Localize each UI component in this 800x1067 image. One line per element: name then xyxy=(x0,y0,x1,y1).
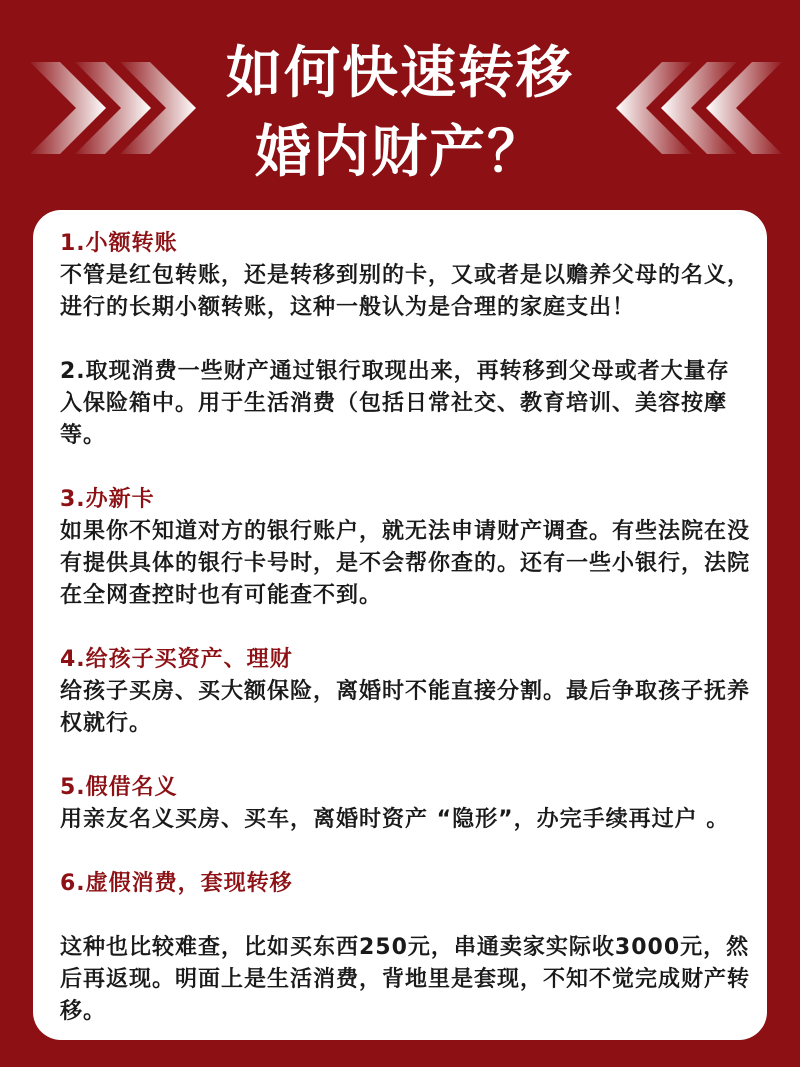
chevron-left-icon xyxy=(612,62,782,154)
section-heading: 3.办新卡 xyxy=(60,487,155,512)
page-title-line-2: 婚内财产？ xyxy=(255,120,545,185)
section-1 xyxy=(60,228,750,324)
article-body xyxy=(60,228,750,1028)
section-heading: 4.给孩子买资产、理财 xyxy=(60,647,293,672)
section-2 xyxy=(60,356,750,452)
section-text: 如果你不知道对方的银行账户，就无法申请财产调查。有些法院在没有提供具体的银行卡号时，是不会帮你查的。还有一些小银行，法院在全网查控时也有可能查不到。 xyxy=(60,519,751,608)
section-text: 2.取现消费一些财产通过银行取现出来，再转移到父母或者大量存入保险箱中。用于生活消费（包括日常社交、教育培训、美容按摩等。 xyxy=(60,359,730,448)
section-6 xyxy=(60,868,750,1028)
section-text: 给孩子买房、买大额保险，离婚时不能直接分割。最后争取孩子抚养权就行。 xyxy=(60,679,751,736)
section-text: 这种也比较难查，比如买东西250元，串通卖家实际收3000元，然后再返现。明面上是生活消费，背地里是套现，不知不觉完成财产转移。 xyxy=(60,935,751,1024)
section-3 xyxy=(60,484,750,612)
section-heading: 6.虚假消费，套现转移 xyxy=(60,871,293,896)
section-text: 用亲友名义买房、买车，离婚时资产 “隐形”，办完手续再过户 。 xyxy=(60,807,730,832)
section-4 xyxy=(60,644,750,740)
chevron-right-icon xyxy=(30,62,200,154)
section-heading: 5.假借名义 xyxy=(60,775,178,800)
section-text: 不管是红包转账，还是转移到别的卡，又或者是以赡养父母的名义，进行的长期小额转账，这种一般认为是合理的家庭支出！ xyxy=(60,263,751,320)
section-5 xyxy=(60,772,750,836)
page-title-line-1: 如何快速转移 xyxy=(226,41,574,106)
section-heading: 1.小额转账 xyxy=(60,231,178,256)
spacer xyxy=(60,900,750,932)
